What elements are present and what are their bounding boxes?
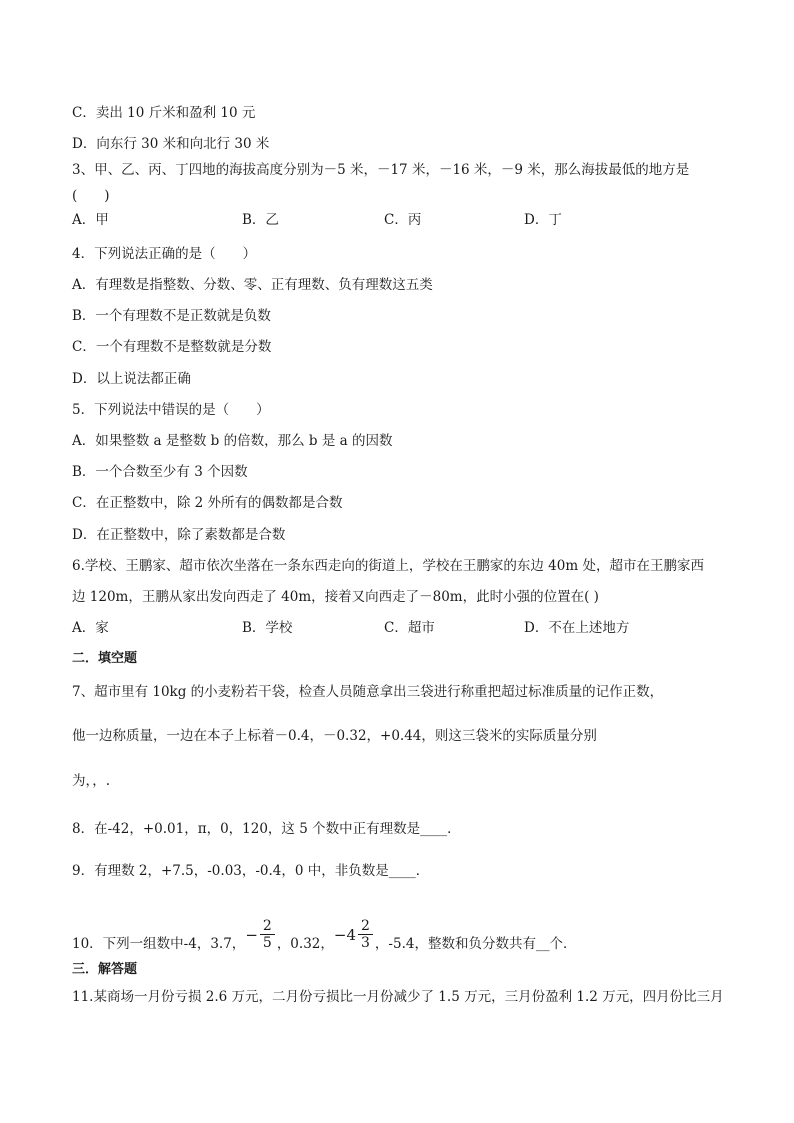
- q5-option-a: A．如果整数 a 是整数 b 的倍数，那么 b 是 a 的因数: [72, 433, 393, 449]
- q10-fraction-1: [260, 918, 275, 951]
- q3-option-b: B．乙: [242, 212, 279, 228]
- q2-option-c: C．卖出 10 斤米和盈利 10 元: [72, 105, 256, 121]
- q5-option-c: C．在正整数中，除 2 外所有的偶数都是合数: [72, 495, 343, 511]
- q7-line3: 为，，.: [72, 773, 111, 789]
- q10-frac1-denominator: 5: [262, 935, 272, 951]
- q5-option-b: B．一个合数至少有 3 个因数: [72, 464, 248, 480]
- q10-middle: ，0.32，: [276, 936, 334, 952]
- q3-option-a: A．甲: [72, 212, 109, 228]
- q3-stem-line2: ( ): [72, 188, 110, 204]
- q11-text: 11.某商场一月份亏损 2.6 万元，二月份亏损比一月份减少了 1.5 万元，三月份盈利 1.2 万元，四月份比三月: [72, 989, 724, 1005]
- q6-stem-line2: 边 120m，王鹏从家出发向西走了 40m，接着又向西走了－80m，此时小强的位置在( ): [72, 589, 599, 605]
- q4-option-d: D．以上说法都正确: [72, 371, 191, 387]
- q8-text: 8．在-42，+0.01，π，0，120，这 5 个数中正有理数是____．: [72, 821, 461, 837]
- q7-line2: 他一边称质量，一边在本子上标着－0.4，－0.32，+0.44，则这三袋米的实际质量分别: [72, 728, 597, 744]
- q4-option-a: A．有理数是指整数、分数、零、正有理数、负有理数这五类: [72, 277, 433, 293]
- q3-stem-line1: 3、甲、乙、丙、丁四地的海拔高度分别为－5 米，－17 米，－16 米，－9 米，那么海拔最低的地方是: [72, 162, 690, 178]
- q10-prefix: 10．下列一组数中-4，3.7，: [72, 936, 246, 952]
- q6-option-c: C．超市: [384, 620, 435, 636]
- q10-frac2-denominator: 3: [361, 935, 370, 951]
- q6-option-b: B．学校: [242, 620, 293, 636]
- q4-option-c: C．一个有理数不是整数就是分数: [72, 339, 272, 355]
- q10-frac2-numerator: 2: [358, 918, 373, 935]
- q9-text: 9．有理数 2，+7.5，-0.03，-0.4，0 中，非负数是____．: [72, 863, 430, 879]
- q10-frac1-numerator: 2: [260, 918, 275, 935]
- q5-stem: 5．下列说法中错误的是（ ）: [72, 402, 270, 418]
- q10-frac1-sign: −: [245, 925, 258, 944]
- q4-stem: 4．下列说法正确的是（ ）: [72, 246, 257, 262]
- q3-option-c: C．丙: [384, 212, 422, 228]
- q7-line1: 7、超市里有 10kg 的小麦粉若干袋，检查人员随意拿出三袋进行称重把超过标准质量的记作正数，: [72, 684, 664, 700]
- section-heading-solve: 三．解答题: [72, 962, 138, 977]
- q5-option-d: D．在正整数中，除了素数都是合数: [72, 527, 286, 543]
- q10-suffix: ，-5.4，整数和负分数共有__个．: [374, 936, 577, 952]
- q10-fraction-2: [358, 918, 373, 951]
- q4-option-b: B．一个有理数不是正数就是负数: [72, 308, 271, 324]
- q6-option-d: D．不在上述地方: [524, 620, 630, 636]
- q2-option-d: D．向东行 30 米和向北行 30 米: [72, 136, 270, 152]
- q6-option-a: A．家: [72, 620, 109, 636]
- q6-options: [72, 619, 732, 637]
- q6-stem-line1: 6.学校、王鹏家、超市依次坐落在一条东西走向的街道上，学校在王鹏家的东边 40m 处，超市在王鹏家西: [72, 558, 704, 574]
- q10-text: [72, 918, 577, 961]
- q3-option-d: D．丁: [524, 212, 562, 228]
- q3-options: [72, 211, 732, 229]
- section-heading-fill-in: 二．填空题: [72, 651, 138, 666]
- q10-frac2-whole: −4: [333, 925, 356, 944]
